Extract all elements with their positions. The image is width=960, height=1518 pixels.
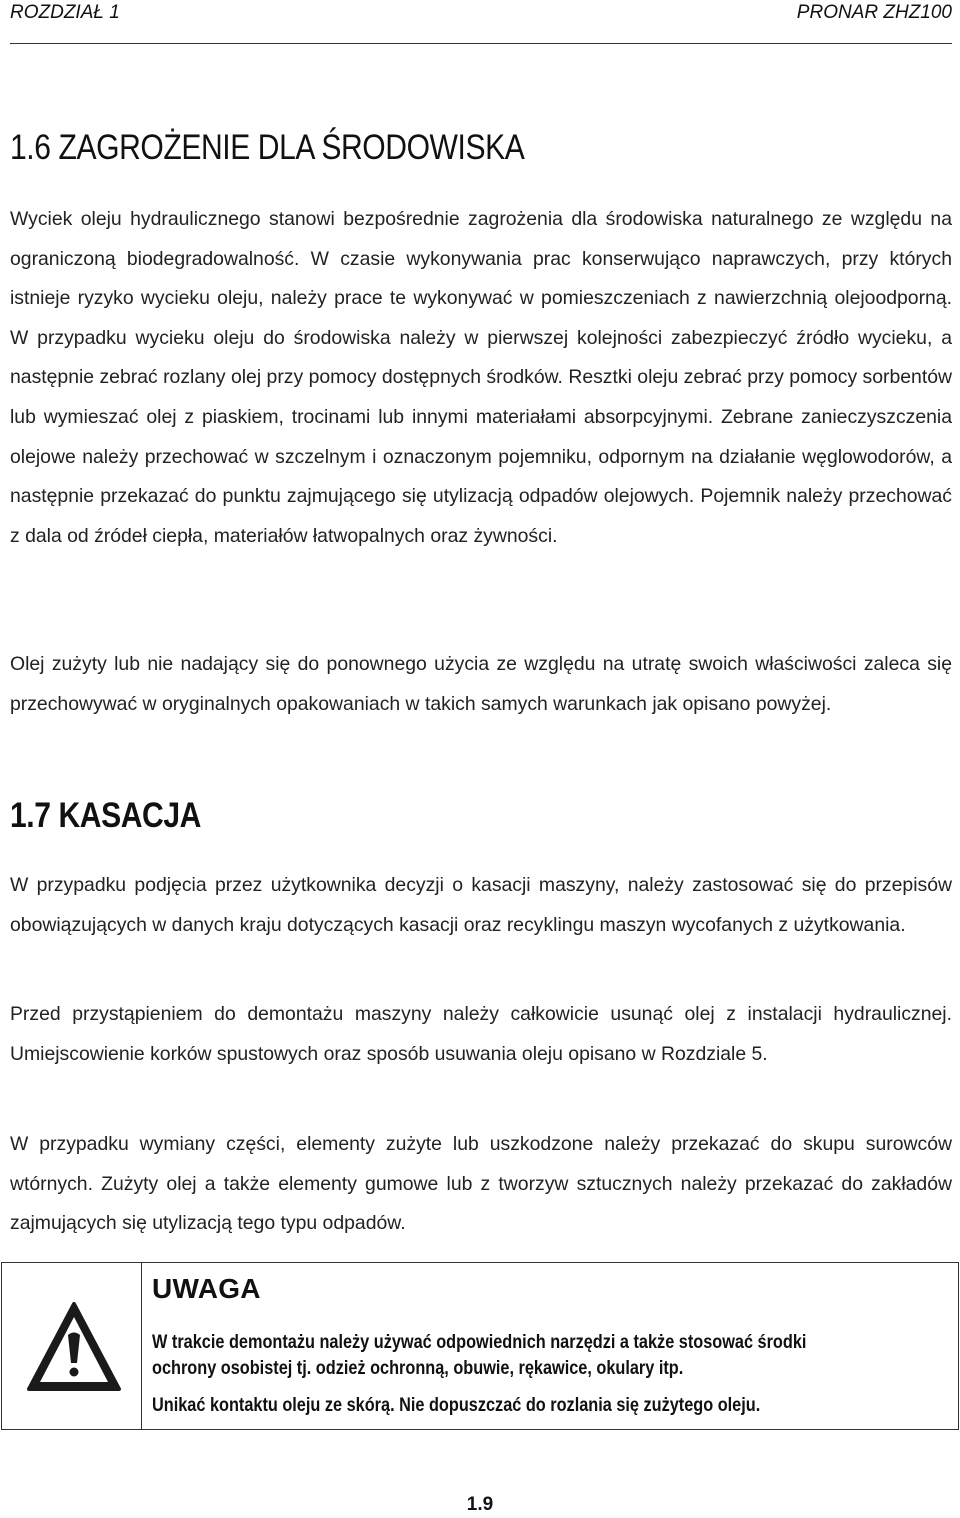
section-environment-body-2 [10, 645, 952, 724]
warning-box [1, 1262, 959, 1430]
section-environment-body [10, 200, 952, 556]
paragraph-oil-leak: Wyciek oleju hydraulicznego stanowi bezpośrednie zagrożenia dla środowiska naturalnego ze względu na ograniczoną biodegradowalność. W czasie wykonywania prac konserwująco naprawczych, przy których istnieje ryzyko wycieku oleju, należy prace te wykonywać w pomieszczeniach z nawierzchnią olejoodporną. W przypadku wycieku oleju do środowiska należy w pierwszej kolejności zabezpieczyć źródło wycieku, a następnie zebrać rozlany olej przy pomocy dostępnych środków. Resztki oleju zebrać przy pomocy sorbentów lub wymieszać olej z piaskiem, trocinami lub innymi materiałami absorpcyjnymi. Zebrane zanieczyszczenia olejowe należy przechować w szczelnym i oznaczonym pojemniku, odpornym na działanie węglowodorów, a następnie przekazać do punktu zajmującego się utylizacją odpadów olejowych. Pojemnik należy przechować z dala od źródeł ciepła, materiałów łatwopalnych oraz żywności. [10, 208, 952, 547]
product-label: PRONAR ZHZ100 [796, 2, 952, 23]
section-scrapping-body-3 [10, 1125, 952, 1244]
warning-line-tools: W trakcie demontażu należy używać odpowiednich narzędzi a także stosować środki [152, 1331, 807, 1353]
warning-line-skin-contact: Unikać kontaktu oleju ze skórą. Nie dopuszczać do rozlania się zużytego oleju. [152, 1394, 761, 1416]
warning-title: UWAGA [152, 1273, 261, 1304]
warning-triangle-icon [26, 1301, 122, 1393]
section-scrapping [10, 796, 952, 836]
section-environment [10, 128, 952, 168]
chapter-label: ROZDZIAŁ 1 [10, 2, 120, 23]
section-scrapping-body-2 [10, 995, 952, 1074]
paragraph-disassembly: Przed przystąpieniem do demontażu maszyny należy całkowicie usunąć olej z instalacji hydraulicznej. Umiejscowienie korków spustowych oraz sposób usuwania oleju opisano w Rozdziale 5. [10, 1003, 952, 1065]
warning-icon-cell [2, 1263, 142, 1429]
paragraph-used-oil: Olej zużyty lub nie nadający się do ponownego użycia ze względu na utratę swoich właściwości zaleca się przechowywać w oryginalnych opakowaniach w takich samych warunkach jak opisano powyżej. [10, 653, 952, 715]
section-heading-environment: 1.6 ZAGROŻENIE DLA ŚRODOWISKA [10, 128, 525, 167]
section-heading-scrapping: 1.7 KASACJA [10, 796, 201, 835]
warning-line-protection: ochrony osobistej tj. odzież ochronną, obuwie, rękawice, okulary itp. [152, 1357, 684, 1379]
page-number: 1.9 [466, 1494, 494, 1515]
page-header [10, 0, 952, 44]
section-scrapping-body-1 [10, 866, 952, 945]
paragraph-parts-recycling: W przypadku wymiany części, elementy zużyte lub uszkodzone należy przekazać do skupu surowców wtórnych. Zużyty olej a także elementy gumowe lub z tworzyw sztucznych należy przekazać do zakładów zajmujących się utylizacją tego typu odpadów. [10, 1133, 952, 1235]
paragraph-scrapping-decision: W przypadku podjęcia przez użytkownika decyzji o kasacji maszyny, należy zastosować się do przepisów obowiązujących w danych kraju dotyczących kasacji oraz recyklingu maszyn wycofanych z użytkowania. [10, 874, 952, 936]
